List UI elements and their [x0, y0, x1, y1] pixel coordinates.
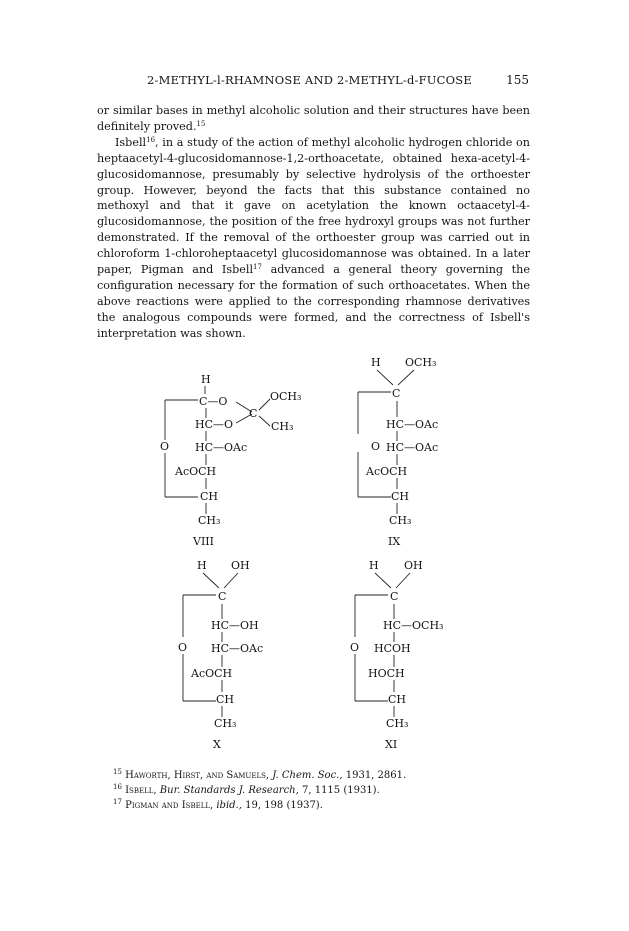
ix-ch: CH [391, 490, 410, 503]
xi-hc-och3: HC—OCH₃ [383, 619, 444, 632]
xi-label: XI [385, 738, 398, 751]
xi-h: H [369, 559, 379, 572]
paragraph-1 [97, 103, 530, 135]
viii-ch: CH [200, 490, 219, 503]
ix-h: H [371, 356, 381, 369]
footnote-citation: 1931, 2861. [345, 770, 407, 781]
footnote-number: 15 [113, 768, 122, 776]
x-ring-o: O [178, 641, 188, 654]
ix-hc-oac-1: HC—OAc [386, 418, 439, 431]
footnotes [113, 768, 543, 813]
x-acoch: AcOCH [191, 667, 233, 680]
paragraph-2 [97, 135, 530, 342]
viii-acoch: AcOCH [175, 465, 217, 478]
xi-hoch: HOCH [368, 667, 405, 680]
viii-c-center: C [249, 407, 258, 420]
footnote-17 [113, 798, 543, 813]
ix-hc-oac-2: HC—OAc [386, 441, 439, 454]
viii-ch3: CH₃ [271, 420, 294, 433]
footnote-authors: Pigman and Isbell, [125, 800, 214, 811]
paragraph-2-text: , in a study of the action of methyl alcoholic hydrogen chloride on heptaacetyl-4-glucosidomannose-1,2-orthoacetate, obtained hexa-acetyl-4-glucosidomannose, presumably by selective hydrolysis of the orthoester group. However, beyond the facts that this substance contained no methoxyl and that it gave on acetylation the known octaacetyl-4-glucosidomannose, the position of the free hydroxyl groups was not further demonstrated. If the removal of the orthoester group was carried out in chloroform 1-chloroheptaacetyl glucosidomannose was obtained. In a later paper, Pigman and Isbell [97, 135, 530, 277]
viii-ring-o: O [160, 440, 170, 453]
footnote-journal: J. Chem. Soc., [272, 770, 343, 781]
footnote-journal: Bur. Standards J. Research, [159, 785, 299, 796]
chemical-structures [0, 350, 629, 770]
x-hc-oh: HC—OH [211, 619, 259, 632]
footnote-number: 16 [113, 783, 122, 791]
structure-x [178, 559, 263, 751]
x-c1: C [218, 590, 227, 603]
viii-bond [259, 416, 270, 426]
x-ch: CH [216, 693, 235, 706]
viii-hc-oac: HC—OAc [195, 441, 248, 454]
viii-bond [259, 399, 270, 410]
footnote-number: 17 [113, 798, 122, 806]
structures-svg [0, 350, 629, 770]
xi-ring-o: O [350, 641, 360, 654]
structure-xi [350, 559, 443, 751]
ix-och3: OCH₃ [405, 356, 437, 369]
xi-oh: OH [404, 559, 423, 572]
xi-hcoh: HCOH [374, 642, 411, 655]
structure-viii [160, 373, 301, 548]
x-oh: OH [231, 559, 250, 572]
footnote-16 [113, 783, 543, 798]
running-header [147, 73, 529, 89]
footnote-ref-17: 17 [253, 263, 262, 272]
x-label: X [213, 738, 221, 751]
xi-ch: CH [388, 693, 407, 706]
x-bond [203, 573, 219, 588]
viii-och3: OCH₃ [270, 390, 302, 403]
xi-bond [375, 573, 391, 588]
paragraph-2-text-end: advanced a general theory governing the configuration necessary for the formation of such orthoacetates. When the above reactions were applied to the corresponding rhamnose derivatives the analogous compounds were formed, and the correctness of Isbell's interpretation was shown. [97, 263, 530, 340]
x-bond [224, 573, 238, 588]
ix-label: IX [388, 535, 401, 548]
footnote-authors: Isbell, [125, 785, 157, 796]
x-ch3-bottom: CH₃ [214, 717, 237, 730]
ix-bond [398, 370, 414, 385]
ix-c1: C [392, 387, 401, 400]
page-number: 155 [506, 73, 529, 87]
paragraph-1-text: or similar bases in methyl alcoholic solution and their structures have been definitely proved. [97, 104, 530, 133]
footnote-citation: 19, 198 (1937). [245, 800, 323, 811]
ix-ring-o: O [371, 440, 381, 453]
viii-h: H [201, 373, 211, 386]
ix-bond [377, 370, 393, 385]
footnote-authors: Haworth, Hirst, and Samuels, [125, 770, 270, 781]
xi-ch3-bottom: CH₃ [386, 717, 409, 730]
paragraph-2-author: Isbell [115, 135, 147, 149]
viii-c1: C—O [199, 395, 228, 408]
body-text [97, 103, 530, 342]
footnote-citation: 7, 1115 (1931). [301, 785, 380, 796]
viii-label: VIII [193, 535, 214, 548]
ix-acoch: AcOCH [366, 465, 408, 478]
xi-c1: C [390, 590, 399, 603]
running-title: 2-METHYL-l-RHAMNOSE AND 2-METHYL-d-FUCOSE [147, 73, 472, 87]
footnote-ref-15: 15 [196, 119, 206, 128]
xi-bond [396, 573, 410, 588]
viii-ch3-bottom: CH₃ [198, 514, 221, 527]
ix-ch3-bottom: CH₃ [389, 514, 412, 527]
footnote-15 [113, 768, 543, 783]
footnote-ref-16: 16 [146, 135, 156, 144]
x-h: H [197, 559, 207, 572]
structure-ix [358, 356, 438, 548]
footnote-journal: ibid., [216, 800, 242, 811]
x-hc-oac: HC—OAc [211, 642, 264, 655]
viii-hc-o: HC—O [195, 418, 234, 431]
